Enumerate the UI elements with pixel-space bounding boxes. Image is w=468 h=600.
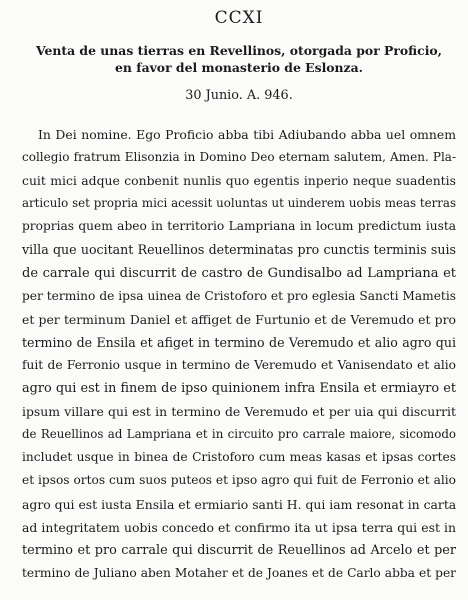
text-line: termino et pro carrale qui discurrit de Reuellinos ad Arcelo et per [22,542,456,558]
document-date: 30 Junio. A. 946. [185,88,293,103]
text-line: et per terminum Daniel et affiget de Furtunio et de Veremudo et pro [22,311,456,327]
heading-line-1: Venta de unas tierras en Revellinos, otorgada por Proficio, [36,43,442,58]
document-number: CCXI [214,8,264,28]
text-line: fuit de Ferronio usque in termino de Veremudo et Vanisendato et alio [22,357,456,372]
text-line: agro qui est iusta Ensila et ermiario santi H. qui iam resonat in carta [22,496,456,512]
text-line: villa que uocitant Reuellinos determinatas pro cunctis terminis suis [22,242,456,258]
text-line: articulo set propria mici acessit uoluntas ut uinderem uobis meas terras [22,196,456,211]
text-line: termino de Ensila et afiget in termino de Veremudo et alio agro qui [22,334,456,350]
document-heading [22,42,456,76]
text-line: In Dei nomine. Ego Proficio abba tibi Adiubando abba uel omnem [38,127,456,142]
heading-line-2: en favor del monasterio de Eslonza. [115,60,363,75]
text-line: includet usque in binea de Cristoforo cum meas kasas et ipsas cortes [22,450,456,465]
text-line: et ipsos ortos cum suos puteos et ipso agro qui fuit de Ferronio et alio [22,473,456,488]
text-line: collegio fratrum Elisonzia in Domino Deo eternam salutem, Amen. Pla- [22,150,456,165]
text-line: de carrale qui discurrit de castro de Gundisalbo ad Lampriana et [22,265,456,281]
text-line: ipsum villare qui est in termino de Veremudo et per uia qui discurrit [22,404,456,420]
text-line: ad integritatem uobis concedo et confirmo ita ut ipsa terra qui est in [22,519,456,535]
text-line: de Reuellinos ad Lampriana et in circuito pro carrale maiore, sicomodo [22,427,456,442]
text-line: cuit mici adque conbenit nunlis quo egentis inperio neque suadentis [22,173,456,189]
text-line: per termino de ipsa uinea de Cristoforo et pro eglesia Sancti Mametis [22,288,456,303]
text-line: proprias quem abeo in territorio Lampriana in locum predictum iusta [22,219,456,234]
text-line: agro qui est in finem de ipso quinionem infra Ensila et ermiayro et [22,381,456,397]
document-body [22,123,456,585]
text-line: termino de Juliano aben Motaher et de Joanes et de Carlo abba et per [22,565,456,580]
